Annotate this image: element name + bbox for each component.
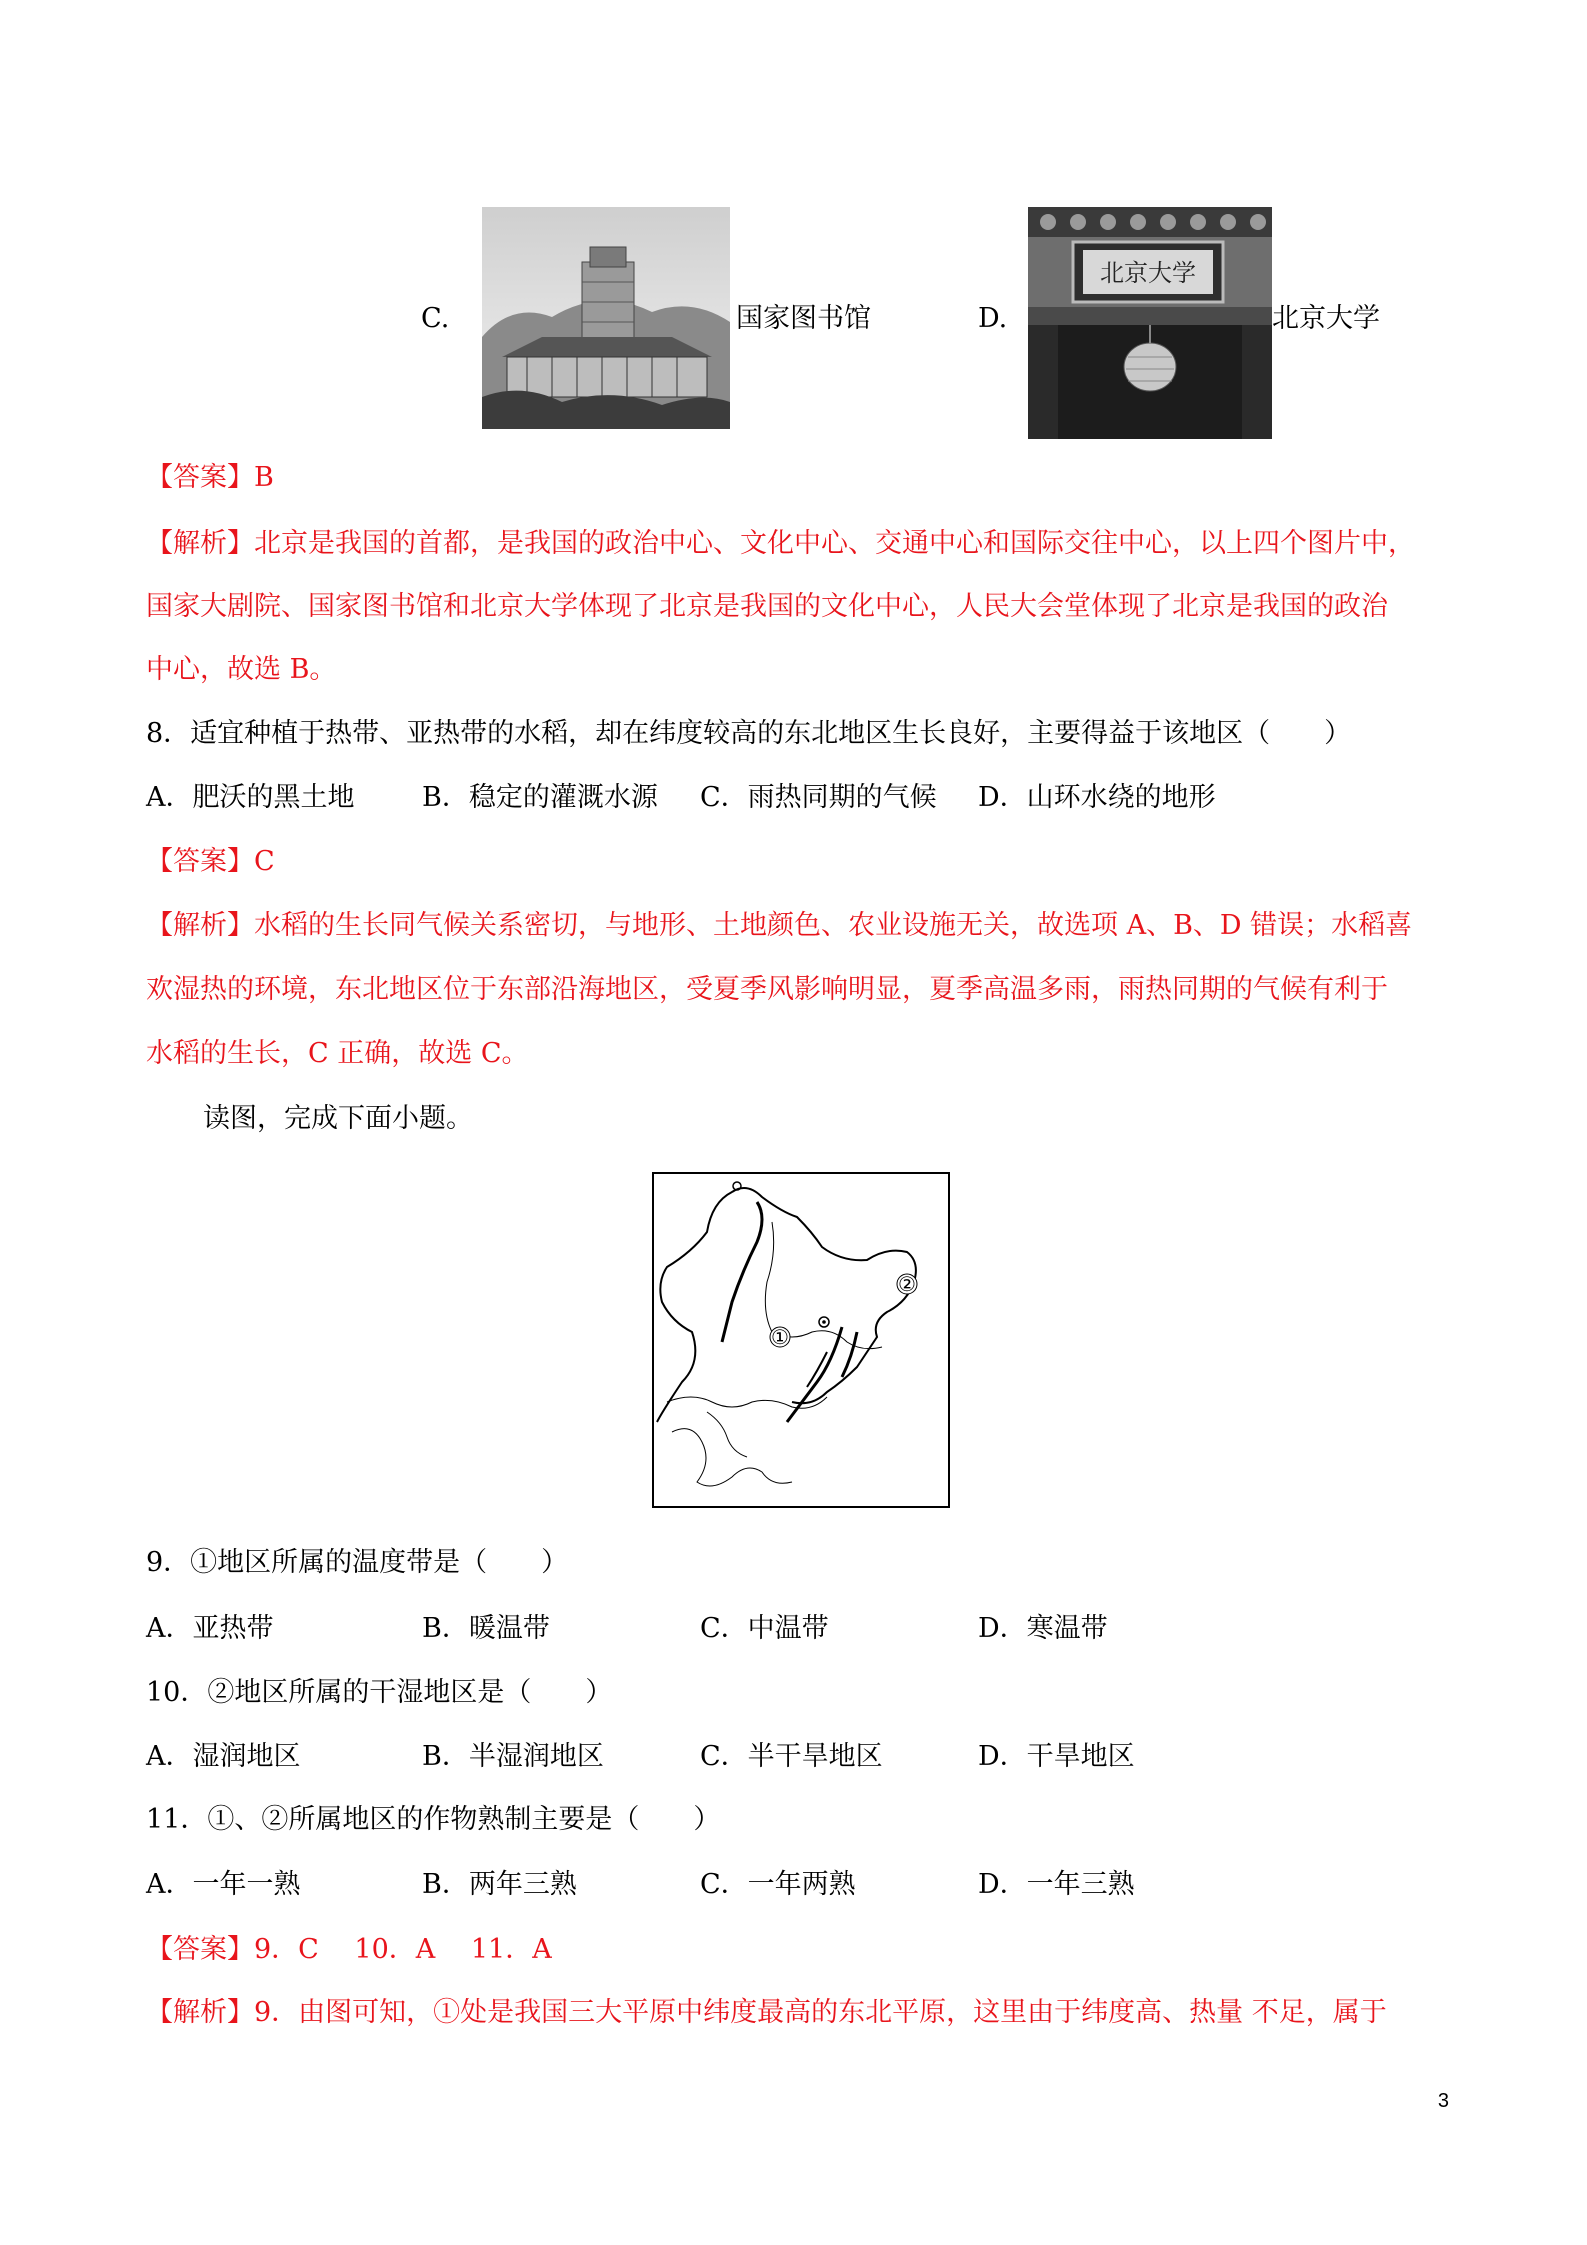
image-peking-university-gate bbox=[1028, 207, 1272, 439]
q8-analysis-line-3: 水稻的生长，C 正确，故选 C。 bbox=[146, 1038, 529, 1069]
northeast-china-map bbox=[652, 1172, 950, 1508]
q10-option-a: A．湿润地区 bbox=[146, 1741, 301, 1772]
q11-option-b: B．两年三熟 bbox=[422, 1869, 577, 1900]
option-d-label: D. bbox=[978, 303, 1008, 334]
map-figure bbox=[652, 1172, 950, 1508]
q8-stem: 8．适宜种植于热带、亚热带的水稻，却在纬度较高的东北地区生长良好，主要得益于该地区（ ） bbox=[146, 718, 1352, 749]
option-d-caption: 北京大学 bbox=[1272, 303, 1380, 334]
map-marker-2: ② bbox=[898, 1272, 916, 1296]
q10-option-c: C．半干旱地区 bbox=[700, 1741, 883, 1772]
q8-option-d: D．山环水绕的地形 bbox=[978, 782, 1216, 813]
option-c-label: C. bbox=[421, 303, 450, 334]
q8-option-c: C．雨热同期的气候 bbox=[700, 782, 937, 813]
q9-option-c: C．中温带 bbox=[700, 1613, 829, 1644]
q8-option-b: B．稳定的灌溉水源 bbox=[422, 782, 658, 813]
q10-stem: 10．②地区所属的干湿地区是（ ） bbox=[146, 1677, 613, 1708]
q8-analysis-line-2: 欢湿热的环境，东北地区位于东部沿海地区，受夏季风影响明显，夏季高温多雨，雨热同期的气候有利于 bbox=[146, 974, 1388, 1005]
q10-option-d: D．干旱地区 bbox=[978, 1741, 1135, 1772]
q9-option-a: A．亚热带 bbox=[146, 1613, 274, 1644]
q10-option-b: B．半湿润地区 bbox=[422, 1741, 604, 1772]
peking-plaque-text: 北京大学 bbox=[1100, 259, 1196, 287]
q7-answer: 【答案】B bbox=[146, 462, 274, 493]
group-analysis: 【解析】9．由图可知，①处是我国三大平原中纬度最高的东北平原，这里由于纬度高、热量 不足，属于 bbox=[146, 1997, 1387, 2028]
page-number: 3 bbox=[1437, 2090, 1449, 2112]
q9-stem: 9．①地区所属的温度带是（ ） bbox=[146, 1547, 569, 1578]
q8-analysis-line-1: 【解析】水稻的生长同气候关系密切，与地形、土地颜色、农业设施无关，故选项 A、B、D 错误；水稻喜 bbox=[146, 910, 1413, 941]
q8-option-a: A．肥沃的黑土地 bbox=[146, 782, 355, 813]
map-marker-1: ① bbox=[771, 1325, 789, 1349]
q11-option-a: A．一年一熟 bbox=[146, 1869, 301, 1900]
q9-option-b: B．暖温带 bbox=[422, 1613, 550, 1644]
q8-answer: 【答案】C bbox=[146, 846, 275, 877]
national-library-photo bbox=[482, 207, 730, 429]
peking-university-photo bbox=[1028, 207, 1272, 439]
q9-option-d: D．寒温带 bbox=[978, 1613, 1108, 1644]
option-c-caption: 国家图书馆 bbox=[736, 303, 871, 334]
q11-option-d: D．一年三熟 bbox=[978, 1869, 1135, 1900]
q11-option-c: C．一年两熟 bbox=[700, 1869, 856, 1900]
q7-analysis-line-1: 【解析】北京是我国的首都，是我国的政治中心、文化中心、交通中心和国际交往中心，以上四个图片中， bbox=[146, 528, 1415, 559]
q7-analysis-line-3: 中心，故选 B。 bbox=[146, 654, 337, 685]
read-map-instruction: 读图，完成下面小题。 bbox=[203, 1103, 473, 1134]
q11-stem: 11．①、②所属地区的作物熟制主要是（ ） bbox=[146, 1804, 721, 1835]
image-national-library bbox=[482, 207, 730, 429]
q7-analysis-line-2: 国家大剧院、国家图书馆和北京大学体现了北京是我国的文化中心，人民大会堂体现了北京是我国的政治 bbox=[146, 591, 1388, 622]
group-answer: 【答案】9．C 10．A 11．A bbox=[146, 1934, 552, 1965]
